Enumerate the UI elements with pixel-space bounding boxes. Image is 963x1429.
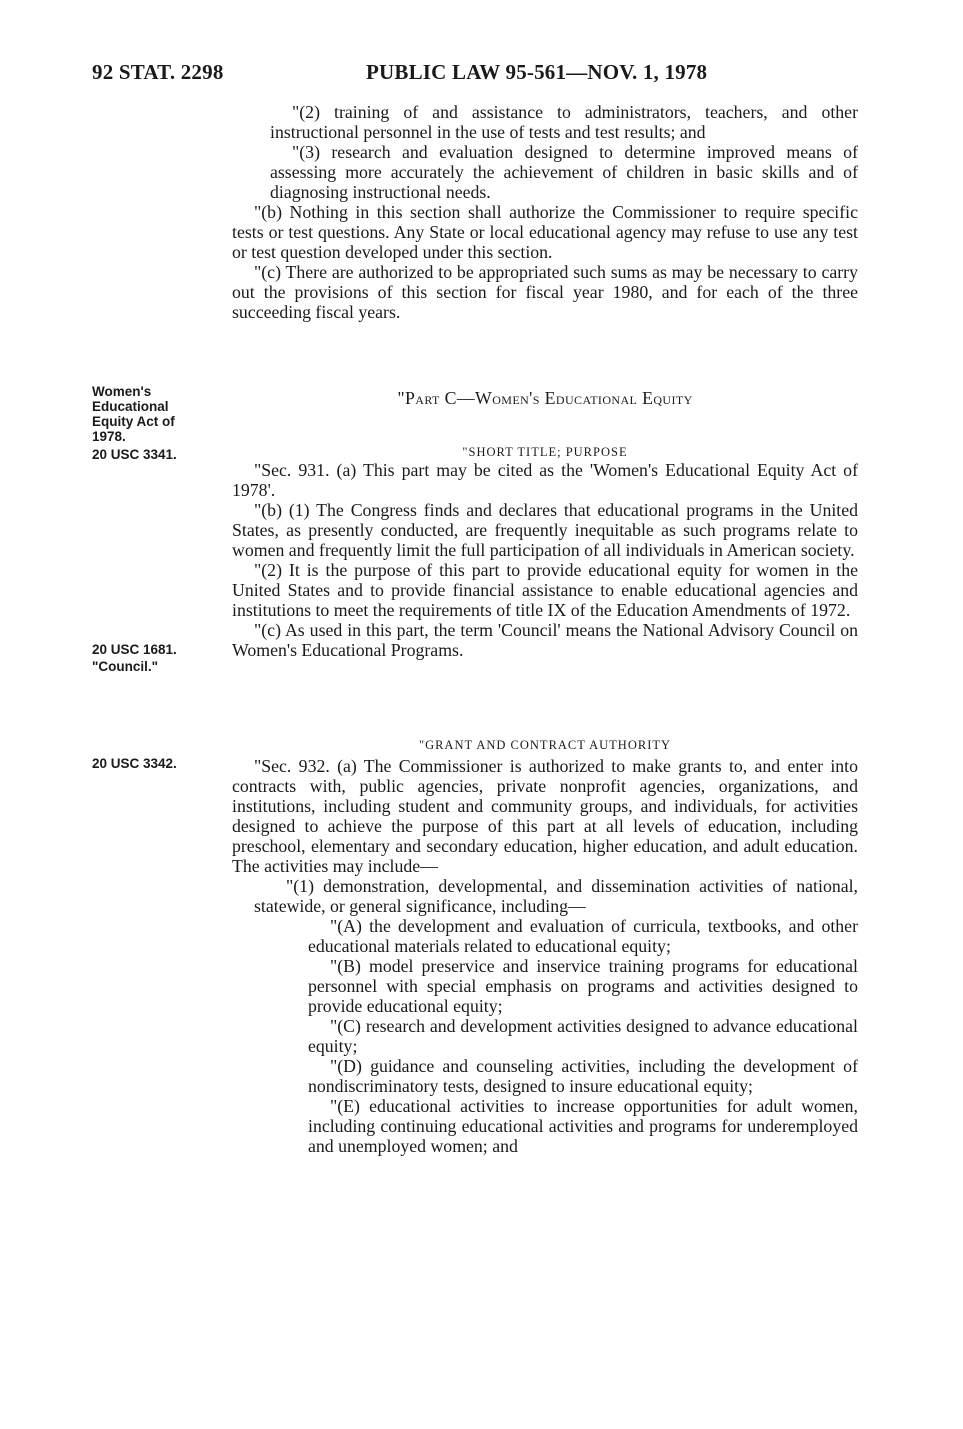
section-931-a: "Sec. 931. (a) This part may be cited as the 'Women's Educational Equity Act of 1978'. <box>232 460 858 500</box>
block-2 <box>232 460 858 660</box>
paragraph-2: "(2) training of and assistance to administrators, teachers, and other instructional personnel in the use of tests and test results; and <box>270 102 858 142</box>
block-1 <box>232 102 858 322</box>
item-B: "(B) model preservice and inservice training programs for educational personnel with special emphasis on programs and activities designed to provide educational equity; <box>308 956 858 1016</box>
page-stat-number: 92 STAT. 2298 <box>92 60 224 84</box>
running-header: PUBLIC LAW 95-561—NOV. 1, 1978 <box>366 60 708 84</box>
grant-heading: "GRANT AND CONTRACT AUTHORITY <box>418 737 672 752</box>
margin-note-usc-1681: 20 USC 1681. <box>92 642 177 657</box>
item-D: "(D) guidance and counseling activities, including the development of nondiscriminatory tests, designed to insure educational equity; <box>308 1056 858 1096</box>
short-title-heading: "SHORT TITLE; PURPOSE <box>462 444 628 459</box>
section-932-a: "Sec. 932. (a) The Commissioner is authorized to make grants to, and enter into contracts with, public agencies, private nonprofit agencies, organizations, and institutions, including student and community groups, and individuals, for activities designed to achieve the purpose of this part at all levels of education, including preschool, elementary and secondary education, higher education, and adult education. The activities may include— <box>232 756 858 876</box>
paragraph-b: "(b) Nothing in this section shall authorize the Commissioner to require specific tests or test questions. Any State or local educational agency may refuse to use any test or test question developed under this section. <box>232 202 858 262</box>
part-heading: "Part C—Women's Educational Equity <box>397 388 693 408</box>
paragraph-c: "(c) There are authorized to be appropriated such sums as may be necessary to carry out the provisions of this section for fiscal year 1980, and for each of the three succeeding fiscal years. <box>232 262 858 322</box>
item-E: "(E) educational activities to increase opportunities for adult women, including continuing educational activities and programs for underemployed and unemployed women; and <box>308 1096 858 1156</box>
section-931-c: "(c) As used in this part, the term 'Council' means the National Advisory Council on Women's Educational Programs. <box>232 620 858 660</box>
margin-note-usc-3342: 20 USC 3342. <box>92 756 177 771</box>
paragraph-3: "(3) research and evaluation designed to determine improved means of assessing more accurately the achievement of children in basic skills and of diagnosing instructional needs. <box>270 142 858 202</box>
margin-note-council: "Council." <box>92 659 159 674</box>
item-C: "(C) research and development activities designed to advance educational equity; <box>308 1016 858 1056</box>
margin-note-short-title: Women's Educational Equity Act of 1978. <box>92 384 175 444</box>
section-931-b1: "(b) (1) The Congress finds and declares that educational programs in the United States, as presently conducted, are frequently inequitable as such programs relate to women and frequently limit the full participation of all individuals in American society. <box>232 500 858 560</box>
section-931-b2: "(2) It is the purpose of this part to provide educational equity for women in the United States and to provide financial assistance to enable educational agencies and institutions to meet the requirements of title IX of the Education Amendments of 1972. <box>232 560 858 620</box>
item-A: "(A) the development and evaluation of curricula, textbooks, and other educational materials related to educational equity; <box>308 916 858 956</box>
block-3 <box>232 756 858 1156</box>
margin-note-usc-3341: 20 USC 3341. <box>92 447 177 462</box>
item-1: "(1) demonstration, developmental, and dissemination activities of national, statewide, or general significance, including— <box>254 876 858 916</box>
